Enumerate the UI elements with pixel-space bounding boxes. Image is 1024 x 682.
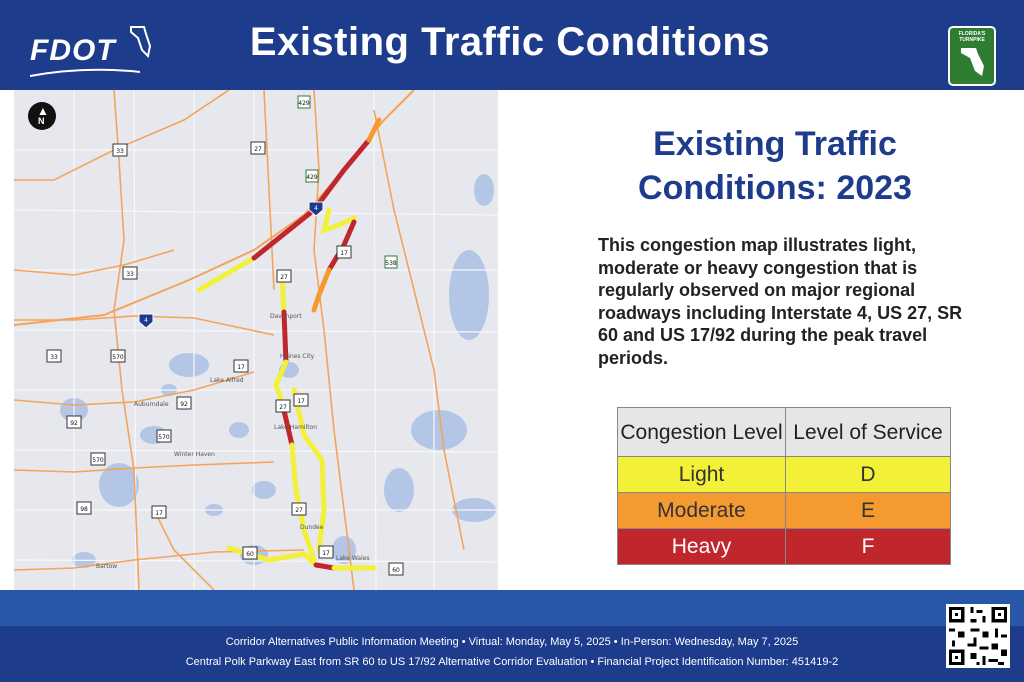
- florida-outline-icon: [130, 24, 152, 58]
- svg-text:27: 27: [295, 507, 303, 514]
- svg-text:17: 17: [340, 250, 348, 257]
- legend-row-light: [618, 457, 951, 493]
- legend-level-moderate: Moderate: [618, 493, 786, 529]
- legend-los-d: D: [786, 457, 951, 493]
- arterial-roads: [14, 90, 464, 590]
- footer-project-info: Central Polk Parkway East from SR 60 to US 17/92 Alternative Corridor Evaluation • Financial Project Identification Number: 451419-2: [185, 656, 839, 668]
- svg-text:429: 429: [306, 174, 318, 181]
- svg-text:98: 98: [80, 506, 88, 513]
- qr-code-icon[interactable]: [946, 604, 1010, 668]
- legend-los-e: E: [786, 493, 951, 529]
- town-label-bartow: Bartow: [96, 563, 118, 570]
- header-banner: [0, 0, 1024, 90]
- svg-text:33: 33: [50, 354, 58, 361]
- svg-text:17: 17: [322, 550, 330, 557]
- svg-text:4: 4: [144, 317, 148, 324]
- legend-header-level-of-service: Level of Service: [786, 408, 951, 457]
- svg-text:92: 92: [180, 401, 188, 408]
- congestion-segments: [199, 120, 379, 568]
- fdot-logo-text: FDOT: [30, 34, 116, 67]
- florida-shape-icon: [960, 46, 986, 78]
- local-roads: [14, 90, 498, 590]
- svg-text:538: 538: [385, 260, 397, 267]
- congestion-legend-table: [617, 407, 951, 565]
- svg-text:33: 33: [126, 271, 134, 278]
- fdot-logo: [30, 24, 160, 80]
- footer-wave-band: [0, 590, 1024, 630]
- svg-text:60: 60: [392, 567, 400, 574]
- svg-text:33: 33: [116, 148, 124, 155]
- legend-row-moderate: [618, 493, 951, 529]
- legend-header-congestion-level: Congestion Level: [618, 408, 786, 457]
- town-label-winter-haven: Winter Haven: [174, 451, 215, 458]
- turnpike-logo-text: FLORIDA'S TURNPIKE: [958, 31, 986, 43]
- footer-meeting-info: Corridor Alternatives Public Information Meeting • Virtual: Monday, May 5, 2025 • In-Person: Wednesday, May 7, 2025: [225, 636, 799, 648]
- legend-row-heavy: [618, 529, 951, 565]
- svg-text:27: 27: [254, 146, 262, 153]
- town-label-dundee: Dundee: [300, 524, 324, 531]
- svg-text:27: 27: [279, 404, 287, 411]
- svg-text:17: 17: [237, 364, 245, 371]
- map-canvas: [14, 90, 498, 590]
- fdot-swoosh-icon: [30, 68, 140, 78]
- traffic-map[interactable]: [14, 90, 498, 590]
- legend-header-row: [618, 408, 951, 457]
- page-title: Existing Traffic Conditions: [249, 20, 771, 64]
- svg-text:570: 570: [112, 354, 124, 361]
- svg-text:570: 570: [158, 434, 170, 441]
- footer: [0, 626, 1024, 682]
- north-arrow-icon: ▲ N: [28, 102, 56, 130]
- panel-description: This congestion map illustrates light, moderate or heavy congestion that is regularly observed on major regional roadways including Interstate 4, US 27, SR 60 and US 17/92 during the peak travel periods.: [598, 235, 963, 368]
- town-label-davenport: Davenport: [270, 313, 302, 320]
- svg-text:570: 570: [92, 457, 104, 464]
- town-label-lake-wales: Lake Wales: [336, 555, 370, 562]
- svg-text:4: 4: [314, 205, 318, 212]
- route-shields: [47, 96, 403, 575]
- svg-text:429: 429: [298, 100, 310, 107]
- legend-level-heavy: Heavy: [618, 529, 786, 565]
- legend-level-light: Light: [618, 457, 786, 493]
- svg-text:27: 27: [280, 274, 288, 281]
- svg-text:60: 60: [246, 551, 254, 558]
- legend-los-f: F: [786, 529, 951, 565]
- svg-text:17: 17: [297, 398, 305, 405]
- town-label-auburndale: Auburndale: [134, 401, 169, 408]
- svg-text:17: 17: [155, 510, 163, 517]
- panel-title: Existing Traffic Conditions: 2023: [638, 125, 912, 207]
- town-label-lake-alfred: Lake Alfred: [210, 377, 244, 384]
- north-label: N: [38, 116, 45, 126]
- town-label-lake-hamilton: Lake Hamilton: [274, 424, 318, 431]
- town-label-haines-city: Haines City: [280, 353, 315, 360]
- svg-text:92: 92: [70, 420, 78, 427]
- florida-turnpike-logo: [948, 26, 996, 86]
